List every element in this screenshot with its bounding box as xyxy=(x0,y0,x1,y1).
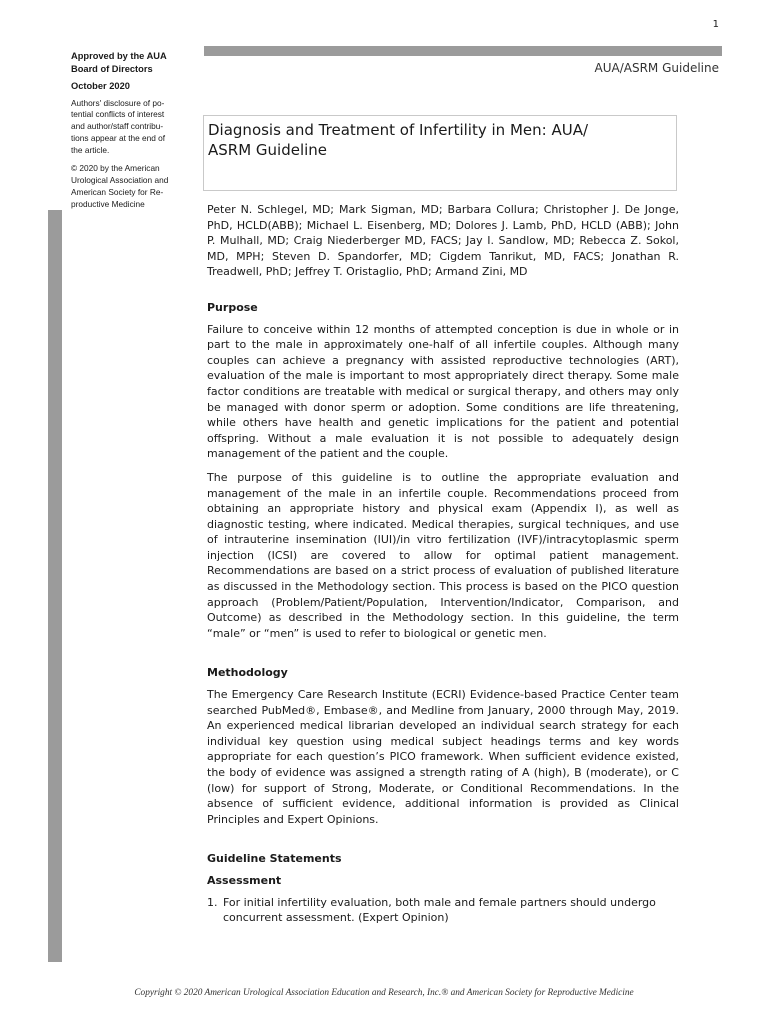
copyright-line: productive Medicine xyxy=(71,198,145,209)
statement-text: For initial infertility evaluation, both male and female partners should undergo concurrent assessment. (Expert Opinion) xyxy=(223,895,656,925)
methodology-heading: Methodology xyxy=(207,666,288,680)
left-decorative-bar xyxy=(48,210,62,962)
assessment-subheading: Assessment xyxy=(207,873,282,887)
disclosure-line: and author/staff contribu- xyxy=(71,121,164,132)
approved-line-2: Board of Directors xyxy=(71,63,153,74)
sidebar xyxy=(71,50,191,211)
copyright-line: Urological Association and xyxy=(71,175,169,186)
disclosure-note xyxy=(71,98,191,157)
header-label: AUA/ASRM Guideline xyxy=(594,61,719,75)
title-line: ASRM Guideline xyxy=(208,141,328,159)
disclosure-line: tential conflicts of interest xyxy=(71,109,165,120)
approved-line-1: Approved by the AUA xyxy=(71,51,167,61)
main-content xyxy=(207,202,679,926)
guideline-statement-item xyxy=(207,895,679,926)
guideline-statements-heading: Guideline Statements xyxy=(207,852,342,866)
title-line: Diagnosis and Treatment of Infertility in Men: AUA/ xyxy=(208,121,589,139)
approval-date: October 2020 xyxy=(71,81,130,91)
statement-number: 1. xyxy=(207,895,218,909)
disclosure-line: tions appear at the end of xyxy=(71,132,166,143)
purpose-heading: Purpose xyxy=(207,300,258,314)
page-footer-copyright: Copyright © 2020 American Urological Association Education and Research, Inc.® and American Society for Reproductive Medicine xyxy=(134,988,634,998)
purpose-paragraph-1: Failure to conceive within 12 months of attempted conception is due in whole or in part to the male in approximately one-half of all infertile couples. Although many couples can achieve a pregnancy with assisted reproductive technologies (ART), evaluation of the male is important to most appropriately direct therapy. Some male factor conditions are treatable with medical or surgical therapy, and others may only be managed with donor sperm or adoption. Some conditions are life threatening, while others have health and genetic implications for the patient and potential offspring. Without a male evaluation it is not possible to adequately design management of the patient and the couple. xyxy=(207,322,679,461)
title-box xyxy=(203,115,677,191)
copyright-line: American Society for Re- xyxy=(71,187,164,198)
page-number: 1 xyxy=(712,19,719,30)
document-title xyxy=(208,120,671,160)
purpose-paragraph-2: The purpose of this guideline is to outline the appropriate evaluation and management of the male in an infertile couple. Recommendations proceed from obtaining an appropriate history and physical exam (Appendix I), as well as diagnostic testing, where indicated. Medical therapies, surgical techniques, and use of intrauterine insemination (IUI)/in vitro fertilization (IVF)/intracytoplasmic sperm injection (ICSI) are covered to allow for optimal patient management. Recommendations are based on a strict process of evaluation of published literature as discussed in the Methodology section. This process is based on the PICO question approach (Problem/Patient/Population, Intervention/Indicator, Comparison, and Outcome) as described in the Methodology section. In this guideline, the term “male” or “men” is used to refer to biological or genetic men. xyxy=(207,470,679,640)
disclosure-line: the article. xyxy=(71,144,110,155)
sidebar-copyright xyxy=(71,163,191,210)
author-list: Peter N. Schlegel, MD; Mark Sigman, MD; Barbara Collura; Christopher J. De Jonge, PhD, HCLD(ABB); Michael L. Eisenberg, MD; Dolores J. Lamb, PhD, HCLD (ABB); John P. Mulhall, MD; Craig Niederberger MD, FACS; Jay I. Sandlow, MD; Rebecca Z. Sokol, MD, MPH; Steven D. Spandorfer, MD; Cigdem Tanrikut, MD, FACS; Jonathan R. Treadwell, PhD; Jeffrey T. Oristaglio, PhD; Armand Zini, MD xyxy=(207,203,679,279)
disclosure-line: Authors' disclosure of po- xyxy=(71,97,165,108)
copyright-line: © 2020 by the American xyxy=(71,163,160,174)
header-bar xyxy=(204,46,722,56)
methodology-paragraph: The Emergency Care Research Institute (ECRI) Evidence-based Practice Center team searched PubMed®, Embase®, and Medline from January, 2000 through May, 2019. An experienced medical librarian developed an individual search strategy for each individual key question using medical subject headings terms and key words appropriate for each question’s PICO framework. When sufficient evidence existed, the body of evidence was assigned a strength rating of A (high), B (moderate), or C (low) for support of Strong, Moderate, or Conditional Recommendations. In the absence of sufficient evidence, additional information is provided as Clinical Principles and Expert Opinions. xyxy=(207,688,679,826)
